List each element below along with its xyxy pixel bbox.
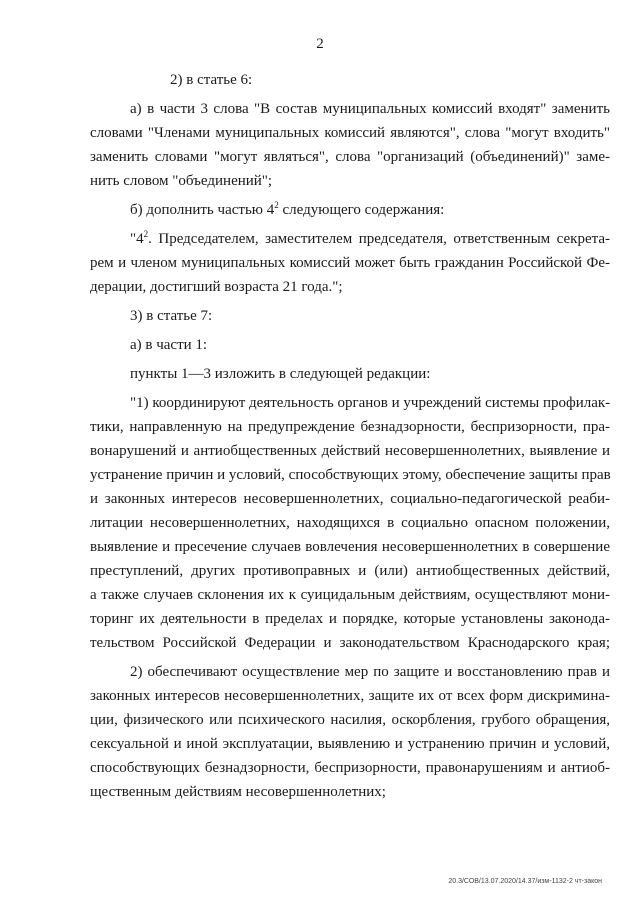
text-fragment: б) дополнить частью 4 (130, 202, 275, 218)
paragraph-article-6 (90, 68, 610, 92)
text-line: устранение причин и условий, способствующих этому, обеспечение защиты прав (90, 467, 611, 483)
text-line: и законных интересов несовершеннолетних, социально-педагогической реаби- (90, 491, 610, 507)
text-line: а) в части 3 слова "В состав муниципальных комиссий входят" заменить (130, 101, 610, 117)
document-footer-code: 20.3/СОВ/13.07.2020/14.37/изм-1132-2 чт-закон (448, 878, 602, 885)
text-line: выявление и пресечение случаев вовлечения несовершеннолетних в совершение (90, 539, 610, 555)
paragraph-item-2 (90, 660, 610, 804)
superscript: 2 (143, 229, 149, 239)
paragraph-6-b (90, 198, 610, 222)
text-line: торинг их деятельности в пределах и порядке, которые установлены законода- (90, 611, 610, 627)
text-line: тики, направленную на предупреждение безнадзорности, беспризорности, пра- (90, 419, 610, 435)
text-line: щественным действиям несовершеннолетних; (90, 784, 386, 800)
text-line: тельством Российской Федерации и законодательством Краснодарского края; (90, 635, 610, 651)
text-line: а) в части 1: (130, 337, 208, 353)
text-line: 3) в статье 7: (130, 308, 213, 324)
text-line: а также случаев склонения их к суицидальным действиям, осуществляют мони- (90, 587, 610, 603)
paragraph-6-a (90, 97, 610, 193)
text-fragment: следующего содержания: (278, 202, 445, 218)
paragraph-article-7 (90, 304, 610, 328)
text-line: законных интересов несовершеннолетних, защите их от всех форм дискримина- (90, 688, 610, 704)
paragraph-7-a (90, 333, 610, 357)
text-line: нить словом "объединений"; (90, 173, 273, 189)
superscript: 2 (274, 200, 279, 210)
text-line: вонарушений и антиобщественных действий несовершеннолетних, выявление и (90, 443, 610, 459)
text-line: ции, физического или психического насилия, оскорбления, грубого обращения, (90, 712, 610, 728)
text-line: словами "Членами муниципальных комиссий являются", слова "могут входить" (90, 125, 610, 141)
text-line: способствующих безнадзорности, беспризорности, правонарушениям и антиоб- (90, 760, 610, 776)
text-line: сексуальной и иной эксплуатации, выявлению и устранению причин и условий, (90, 736, 610, 752)
paragraph-item-1 (90, 391, 610, 655)
text-line: дерации, достигший возраста 21 года."; (90, 279, 343, 295)
text-line: 2) обеспечивают осуществление мер по защите и восстановлению прав и (130, 664, 610, 680)
text-fragment: . Председателем, заместителем председателя, ответственным секрета- (148, 231, 610, 247)
document-body (90, 68, 610, 809)
text-line: 2) в статье 6: (170, 72, 253, 88)
paragraph-quote-4-2 (90, 227, 610, 299)
text-line: преступлений, других противоправных и (или) антиобщественных действий, (90, 563, 610, 579)
text-line: пункты 1—3 изложить в следующей редакции: (130, 366, 431, 382)
paragraph-items-intro (90, 362, 610, 386)
text-line: рем и членом муниципальных комиссий может быть гражданин Российской Фе- (90, 255, 610, 271)
page-number: 2 (316, 36, 324, 52)
text-line: "1) координируют деятельность органов и учреждений системы профилак- (130, 395, 611, 411)
text-line (90, 198, 610, 222)
text-line: литации несовершеннолетних, находящихся в социально опасном положении, (90, 515, 610, 531)
text-line: заменить словами "могут являться", слова "организаций (объединений)" заме- (90, 149, 610, 165)
text-fragment: "4 (130, 231, 144, 247)
text-line (90, 227, 610, 251)
